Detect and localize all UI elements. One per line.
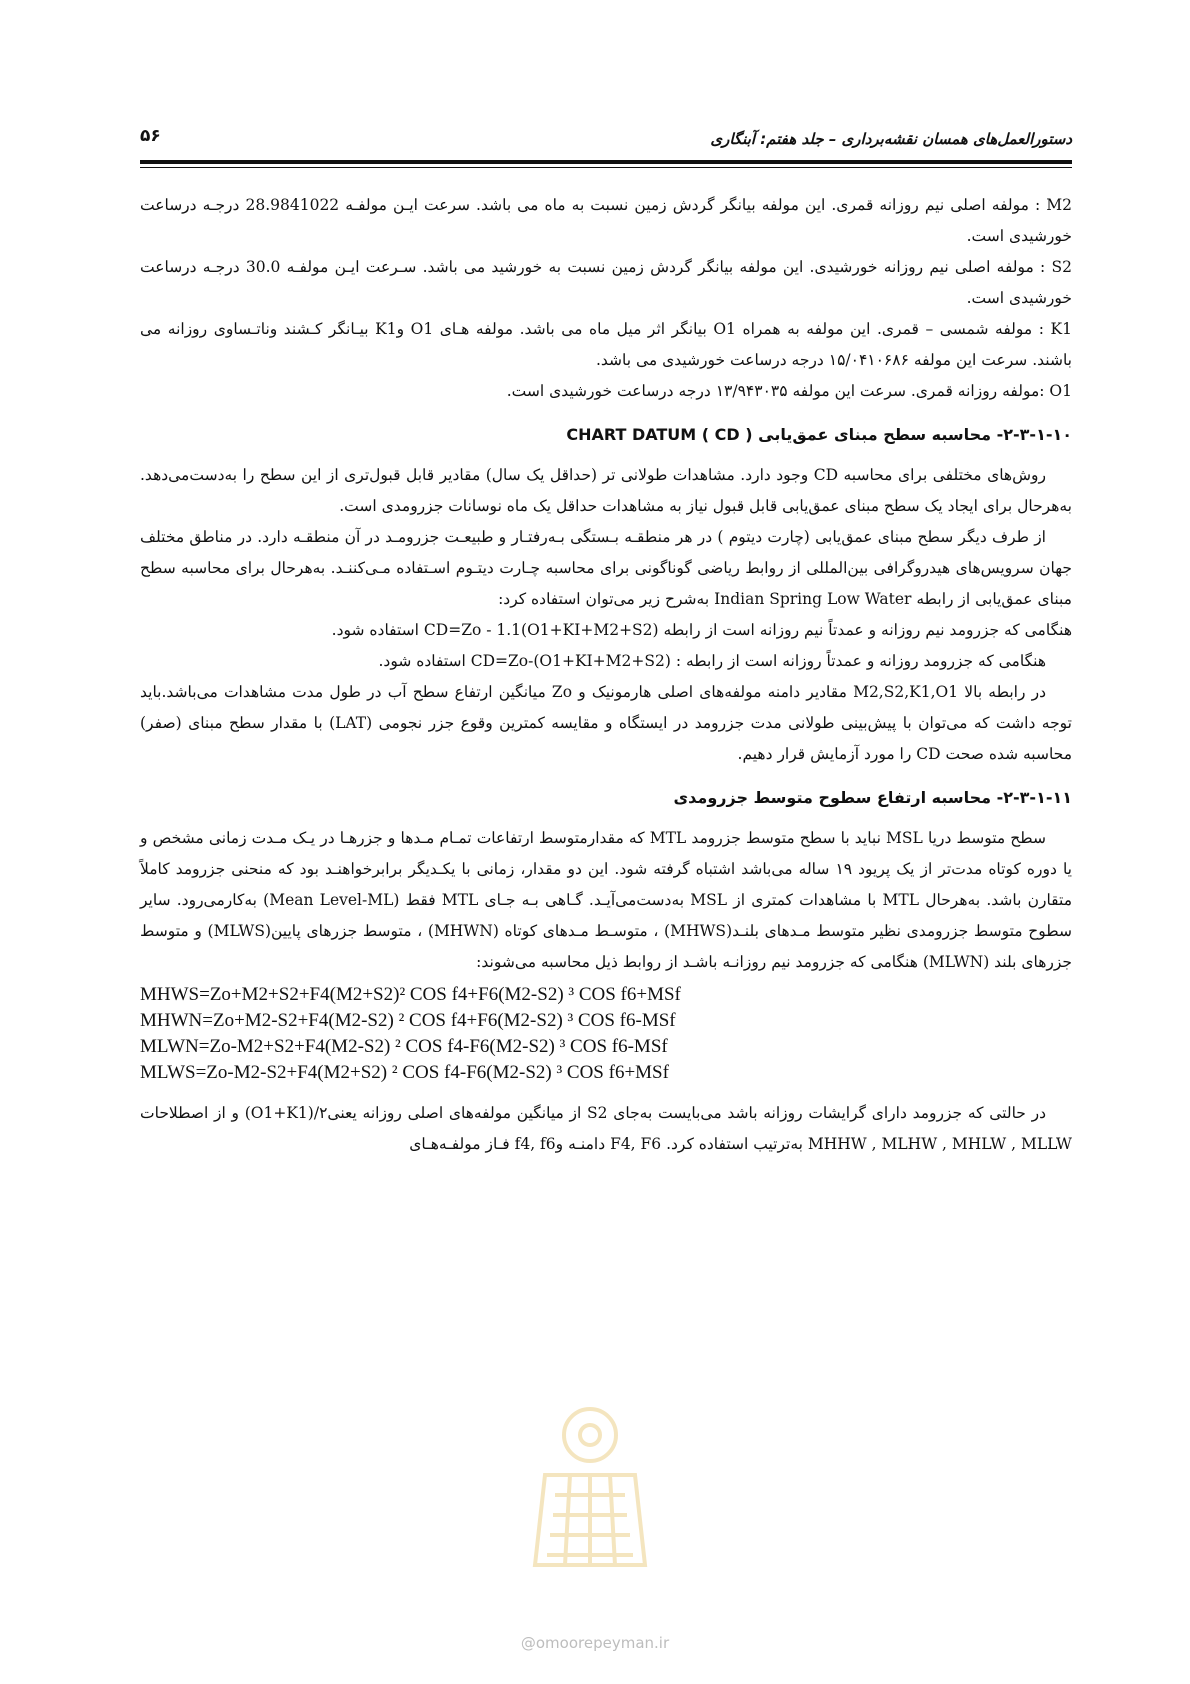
page-number: ۵۶ [140,126,161,146]
definition-s2: S2 : مولفه اصلی نیم روزانه خورشیدی. این مولفه بیانگر گردش زمین نسبت به خورشید می باشد. سـرعت ایـن مولفـه 30.0 درجـه درساعت خورشیدی است. [140,258,1072,307]
paragraph-formula-explanation: در رابطه بالا M2,S2,K1,O1 مقادیر دامنه مولفه‌های اصلی هارمونیک و Zo میانگین ارتفاع سطح آب در طول مدت مشاهدات می‌باشد.باید توجه داشت که می‌توان با پیش‌بینی طولانی مدت جزرومد در ایستگاه و مقایسه کمترین وقوع جزر نجومی (LAT) با مقدار سطح مبنای (صفر) محاسبه شده صحت CD را مورد آزمایش قرار دهیم. [140,683,1072,763]
definition-m2: M2 : مولفه اصلی نیم روزانه قمری. این مولفه بیانگر گردش زمین نسبت به ماه می باشد. سرعت ایـن مولفـه 28.9841022 درجـه درساعت خورشیدی است. [140,196,1072,245]
definition-o1: O1 :مولفه روزانه قمری. سرعت این مولفه ۱۳/۹۴۳۰۳۵ درجه درساعت خورشیدی است. [506,382,1072,400]
page-header [140,112,1072,164]
paragraph-diurnal-formula: هنگامی که جزرومد روزانه و عمدتاً روزانه است از رابطه : (CD=Zo-(O1+KI+M2+S2 استفاده شود. [378,652,1046,670]
running-title: دستورالعمل‌های همسان نقشه‌برداری – جلد هفتم: آبنگاری [710,130,1072,148]
paragraph-cd-methods: روش‌های مختلفی برای محاسبه CD وجود دارد. مشاهدات طولانی تر (حداقل یک سال) مقادیر قابل قبول‌تری از این سطح را به‌دست‌می‌دهد. به‌هرحال برای ایجاد یک سطح مبنای عمق‌یابی قابل قبول نیاز به مشاهدات حداقل یک ماه نوسانات جزرومدی است. [140,466,1072,515]
formula-mlwn: MLWN=Zo-M2+S2+F4(M2-S2) ² COS f4-F6(M2-S2) ³ COS f6-MSf [140,1036,668,1057]
formula-mhws: MHWS=Zo+M2+S2+F4(M2+S2)² COS f4+F6(M2-S2) ³ COS f6+MSf [140,984,681,1005]
tidal-level-formulas [140,982,1072,1086]
paragraph-diurnal-tendency: در حالتی که جزرومد دارای گرایشات روزانه باشد می‌بایست به‌جای S2 از میانگین مولفه‌های اصلی روزانه یعنی۲/(O1+K1) و از اصطلاحات MHHW , MLHW , MHLW , MLLW به‌ترتیب استفاده کرد. F4, F6 دامنـه وf4, f6 فـاز مولفـه‌هـای [140,1104,1072,1153]
watermark-url: @omoorepeyman.ir [520,1634,670,1652]
paragraph-mean-levels: سطح متوسط دریا MSL نباید با سطح متوسط جزرومد MTL که مقدارمتوسط ارتفاعات تمـام مـدها و جزرهـا در یـک مـدت زمانی مشخص و یا دوره کوتاه مدت‌تر از یک پریود ۱۹ ساله می‌باشد اشتباه گرفته شود. این دو مقدار، زمانی با یکـدیگر برابرخواهنـد بود که منحنی جزرومد کاملاً متقارن باشد. به‌هرحال MTL با مشاهدات کمتری از MSL به‌دست‌می‌آیـد. گـاهی بـه جـای MTL فقط (Mean Level-ML) به‌کارمی‌رود. سایر سطوح متوسط جزرومدی نظیر متوسط مـدهای بلنـد(MHWS) ، متوسـط مـدهای کوتاه (MHWN) ، متوسط جزرهای پایین(MLWS) و متوسط جزرهای بلند (MLWN) هنگامی که جزرومد نیم روزانـه باشـد از روابط ذیل محاسبه می‌شوند: [140,829,1073,971]
header-rule-thin [140,167,1072,168]
formula-mhwn: MHWN=Zo+M2-S2+F4(M2-S2) ² COS f4+F6(M2-S2) ³ COS f6-MSf [140,1010,676,1031]
paragraph-semidiurnal-formula: هنگامی که جزرومد نیم روزانه و عمدتاً نیم روزانه است از رابطه (CD=Zo - 1.1(O1+KI+M2+S2 استفاده شود. [331,621,1072,639]
section-heading-mean-levels: ۲-۳-۱-۱۱- محاسبه ارتفاع سطوح متوسط جزرومدی [673,788,1072,807]
paragraph-cd-regional: از طرف دیگر سطح مبنای عمق‌یابی (چارت دیتوم ) در هر منطقـه بـستگی بـه‌رفتـار و طبیعـت جزرومـد در آن منطقـه دارد. در مناطق مختلف جهان سرویس‌های هیدروگرافی بین‌المللی از روابط ریاضی گوناگونی برای محاسبه چـارت دیتـوم اسـتفاده مـی‌کننـد. به‌هرحال برای محاسبه سطح مبنای عمق‌یابی از رابطه Indian Spring Low Water به‌شرح زیر می‌توان استفاده کرد: [140,528,1072,608]
header-rule-thick [140,160,1072,164]
page-body [140,190,1072,1160]
section-heading-chart-datum: ۲-۳-۱-۱۰- محاسبه سطح مبنای عمق‌یابی ( CHART DATUM ( CD [566,425,1072,444]
definition-k1: K1 : مولفه شمسی – قمری. این مولفه به همراه O1 بیانگر اثر میل ماه می باشد. مولفه هـای O1 وK1 بیـانگر کـشند وناتـساوی روزانه می باشند. سرعت این مولفه ۱۵/۰۴۱۰۶۸۶ درجه درساعت خورشیدی می باشد. [140,320,1072,369]
watermark-logo-icon [515,1395,665,1585]
formula-mlws: MLWS=Zo-M2-S2+F4(M2+S2) ² COS f4-F6(M2-S2) ³ COS f6+MSf [140,1062,669,1083]
